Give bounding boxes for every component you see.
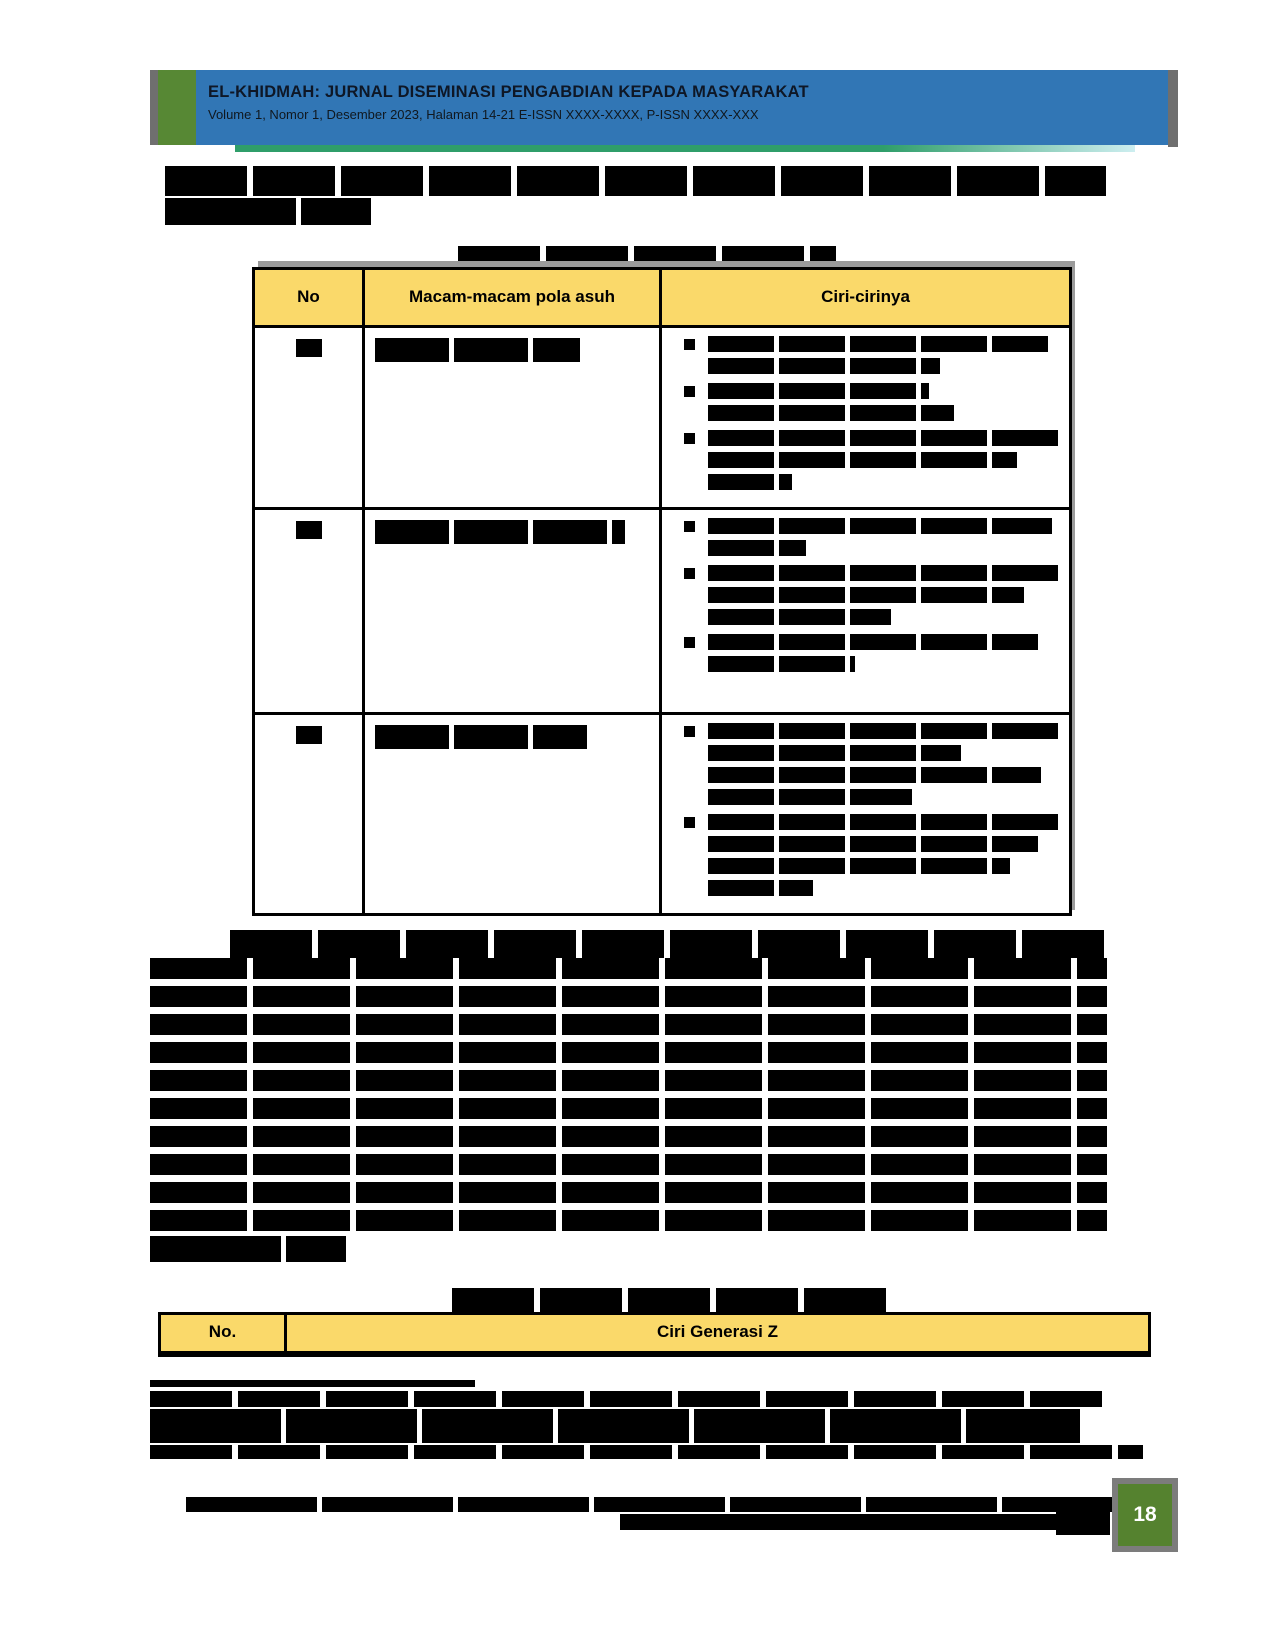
page-number-box: [1112, 1478, 1178, 1552]
table1-header-row: [254, 269, 1071, 327]
bullet-square-icon: [684, 726, 695, 737]
redacted-number: [296, 339, 322, 357]
redacted-text: [375, 338, 580, 362]
table1-row2-ciri-cell: [661, 509, 1071, 714]
pola-asuh-table: [252, 267, 1069, 916]
redacted-footnote-line: [150, 1391, 1102, 1407]
table2-header-ciri-generasi: Ciri Generasi Z: [286, 1314, 1150, 1354]
table2-header-no: No.: [160, 1314, 286, 1354]
banner-right-shadow: [1168, 70, 1178, 147]
generasi-z-table: [158, 1312, 1148, 1357]
table1-row-3: [254, 714, 1071, 915]
redacted-number: [296, 521, 322, 539]
journal-header-banner: [150, 70, 1178, 145]
bullet-square-icon: [684, 817, 695, 828]
redacted-footer-fragment: [1056, 1512, 1110, 1535]
redacted-paragraph-block: [150, 958, 1107, 1234]
table1-header-ciri: Ciri-cirinya: [661, 269, 1071, 327]
redacted-bullet-item: [672, 383, 1059, 427]
redacted-paragraph-line: [230, 930, 1107, 958]
table2-header-row: [160, 1314, 1150, 1354]
banner-left-shadow: [150, 70, 158, 145]
bullet-square-icon: [684, 339, 695, 350]
table1-row2-pola-cell: [364, 509, 661, 714]
redacted-bullet-item: [672, 634, 1059, 678]
redacted-text: [375, 520, 625, 544]
footnote-separator: [150, 1380, 475, 1387]
page-number: 18: [1133, 1503, 1157, 1526]
table1-row3-ciri-cell: [661, 714, 1071, 915]
journal-title: EL-KHIDMAH: JURNAL DISEMINASI PENGABDIAN KEPADA MASYARAKAT: [208, 83, 809, 101]
redacted-paragraph-line: [165, 198, 371, 225]
bullet-square-icon: [684, 568, 695, 579]
table1-header-no: No: [254, 269, 364, 327]
redacted-footnote-line: [150, 1445, 1143, 1459]
redacted-bullet-item: [672, 430, 1059, 496]
redacted-bullet-text: [708, 814, 1059, 902]
page-number-green-box: [1118, 1484, 1172, 1546]
bullet-square-icon: [684, 521, 695, 532]
redacted-bullet-text: [708, 723, 1059, 811]
redacted-bullet-item: [672, 814, 1059, 902]
redacted-bullet-text: [708, 518, 1059, 562]
bullet-square-icon: [684, 637, 695, 648]
redacted-bullet-text: [708, 634, 1059, 678]
redacted-text: [375, 725, 587, 749]
redacted-paragraph-line: [165, 166, 1106, 196]
redacted-table2-caption: [452, 1288, 889, 1313]
banner-teal-underline: [235, 145, 1135, 152]
table1-row3-pola-cell: [364, 714, 661, 915]
redacted-bullet-text: [708, 336, 1059, 380]
table1-row3-no-cell: [254, 714, 364, 915]
bullet-square-icon: [684, 433, 695, 444]
redacted-bullet-item: [672, 723, 1059, 811]
redacted-number: [296, 726, 322, 744]
redacted-footer-line: [186, 1497, 1143, 1512]
redacted-footnote-block: [150, 1409, 1080, 1443]
table1-row2-no-cell: [254, 509, 364, 714]
table1-header-macam: Macam-macam pola asuh: [364, 269, 661, 327]
redacted-bullet-item: [672, 565, 1059, 631]
bullet-square-icon: [684, 386, 695, 397]
table1-row1-pola-cell: [364, 327, 661, 509]
table1-row1-no-cell: [254, 327, 364, 509]
redacted-bullet-item: [672, 518, 1059, 562]
redacted-bullet-text: [708, 383, 1059, 427]
table1-row-2: [254, 509, 1071, 714]
banner-blue-background: [196, 70, 1168, 145]
redacted-bullet-text: [708, 565, 1059, 631]
redacted-paragraph-line: [150, 1236, 346, 1262]
journal-volume-info: Volume 1, Nomor 1, Desember 2023, Halaman 14-21 E-ISSN XXXX-XXXX, P-ISSN XXXX-XXX: [208, 107, 759, 122]
table1-row-1: [254, 327, 1071, 509]
table1-row1-ciri-cell: [661, 327, 1071, 509]
banner-green-accent-bar: [158, 70, 196, 145]
redacted-bullet-item: [672, 336, 1059, 380]
redacted-bullet-text: [708, 430, 1059, 496]
redacted-footer-line: [620, 1514, 1082, 1530]
